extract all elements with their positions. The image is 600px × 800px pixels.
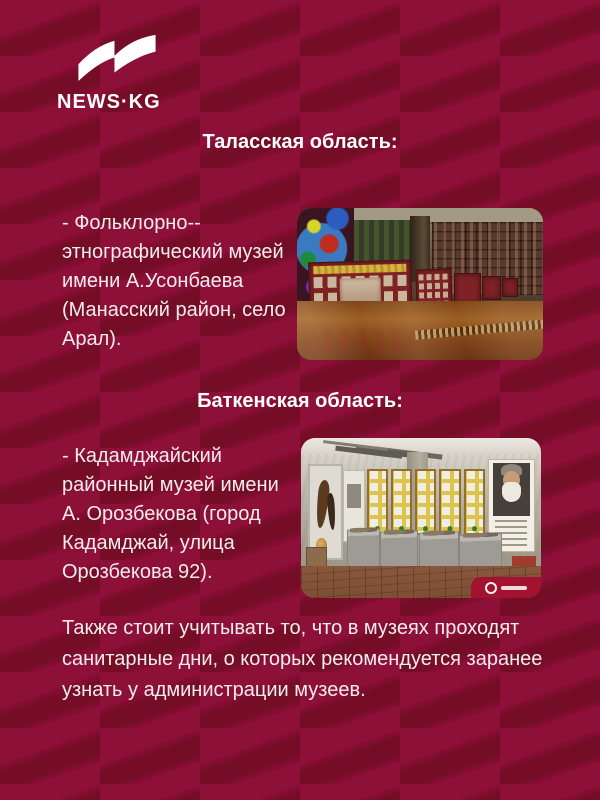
yellow-panel [415,469,436,535]
panel-photo [347,484,361,508]
talas-museum-description [62,209,286,354]
kadamjay-museum-photo [301,438,541,598]
yellow-panel [391,469,412,535]
text-line: - Фольклорно-- [62,212,201,234]
portrait-photo [493,463,530,516]
text-line: (Манасский район, село [62,299,286,321]
text-line: Арал). [62,328,122,350]
floor-gloss-highlight [297,301,543,360]
logo-wordmark: NEWS·KG [57,91,161,113]
text-line: А. Орозбекова (город [62,503,261,525]
text-line: Также стоит учитывать то, что в музеях проходят [62,617,520,639]
portrait-beard [502,482,521,501]
text-line: Орозбекова 92). [62,561,213,583]
text-line: узнать у администрации музеев. [62,679,366,701]
yellow-panel [439,469,460,535]
news-kg-ribbon-icon [71,34,163,86]
red-exhibit-board [482,276,501,301]
komuz-instrument [326,493,336,531]
artifacts [464,530,498,539]
text-line: - Кадамджайский [62,445,222,467]
section-heading-talas: Таласская область: [202,131,398,153]
text-line: этнографический музей [62,241,284,263]
text-line: имени А.Усонбаева [62,270,244,292]
kadamjay-museum-description [62,442,279,587]
artifacts [384,527,414,536]
photo-watermark [471,577,541,598]
section-heading-batken: Баткенская область: [197,390,403,412]
talas-museum-photo [297,208,543,360]
board-title-strip [314,264,407,275]
artifacts [350,526,376,535]
yellow-panel [464,469,485,535]
red-exhibit-board [502,278,518,297]
text-line: районный музей имени [62,474,279,496]
sanitary-days-note [62,613,542,706]
text-line: Кадамджай, улица [62,532,235,554]
artifacts [423,529,455,538]
yellow-exhibit-panels [367,469,485,535]
news-kg-logo [57,34,181,114]
watermark-text-mark [501,586,527,590]
text-line: санитарные дни, о которых рекомендуется заранее [62,648,543,670]
watermark-logo-icon [485,582,497,594]
